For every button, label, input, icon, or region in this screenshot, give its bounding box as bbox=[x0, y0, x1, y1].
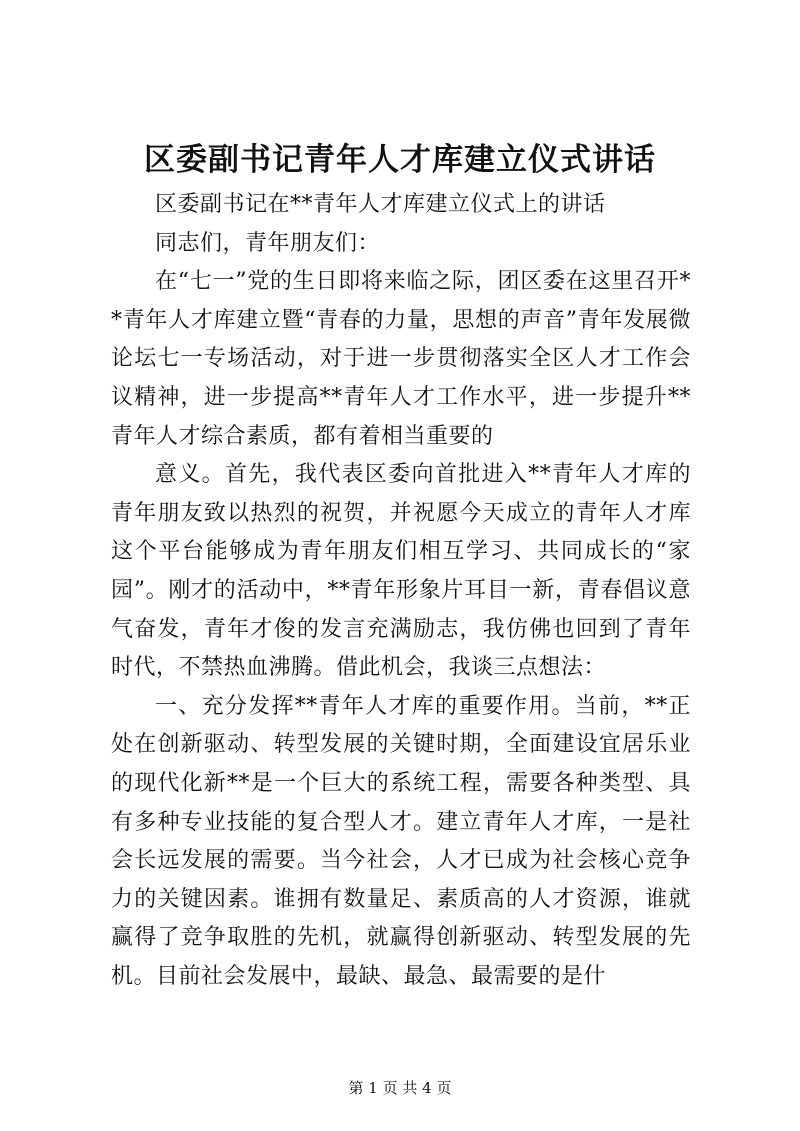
paragraph-opening: 在“七一”党的生日即将来临之际，团区委在这里召开**青年人才库建立暨“青春的力量，思想的声音”青年发展微论坛七一专场活动，对于进一步贯彻落实全区人才工作会议精神，进一步提高**青年人才工作水平，进一步提升**青年人才综合素质，都有着相当重要的 bbox=[111, 269, 691, 449]
paragraph-point-one: 一、充分发挥**青年人才库的重要作用。当前，**正处在创新驱动、转型发展的关键时期，全面建设宜居乐业的现代化新**是一个巨大的系统工程，需要各种类型、具有多种专业技能的复合型人才。建立青年人才库，一是社会长远发展的需要。当今社会，人才已成为社会核心竞争力的关键因素。谁拥有数量足、素质高的人才资源，谁就赢得了竞争取胜的先机，就赢得创新驱动、转型发展的先机。目前社会发展中，最缺、最急、最需要的是什 bbox=[111, 693, 691, 989]
paragraph-subtitle: 区委副书记在**青年人才库建立仪式上的讲话 bbox=[155, 192, 606, 217]
document-body bbox=[111, 186, 691, 996]
document-title: 区委副书记青年人才库建立仪式讲话 bbox=[144, 142, 656, 178]
page-footer: 第 1 页 共 4 页 bbox=[348, 1079, 452, 1097]
paragraph-salutation: 同志们，青年朋友们： bbox=[155, 230, 381, 256]
paragraph-significance: 意义。首先，我代表区委向首批进入**青年人才库的青年朋友致以热烈的祝贺，并祝愿今天成立的青年人才库这个平台能够成为青年朋友们相互学习、共同成长的“家园”。刚才的活动中，**青年形象片耳目一新，青春倡议意气奋发，青年才俊的发言充满励志，我仿佛也回到了青年时代，不禁热血沸腾。借此机会，我谈三点想法： bbox=[111, 462, 691, 681]
